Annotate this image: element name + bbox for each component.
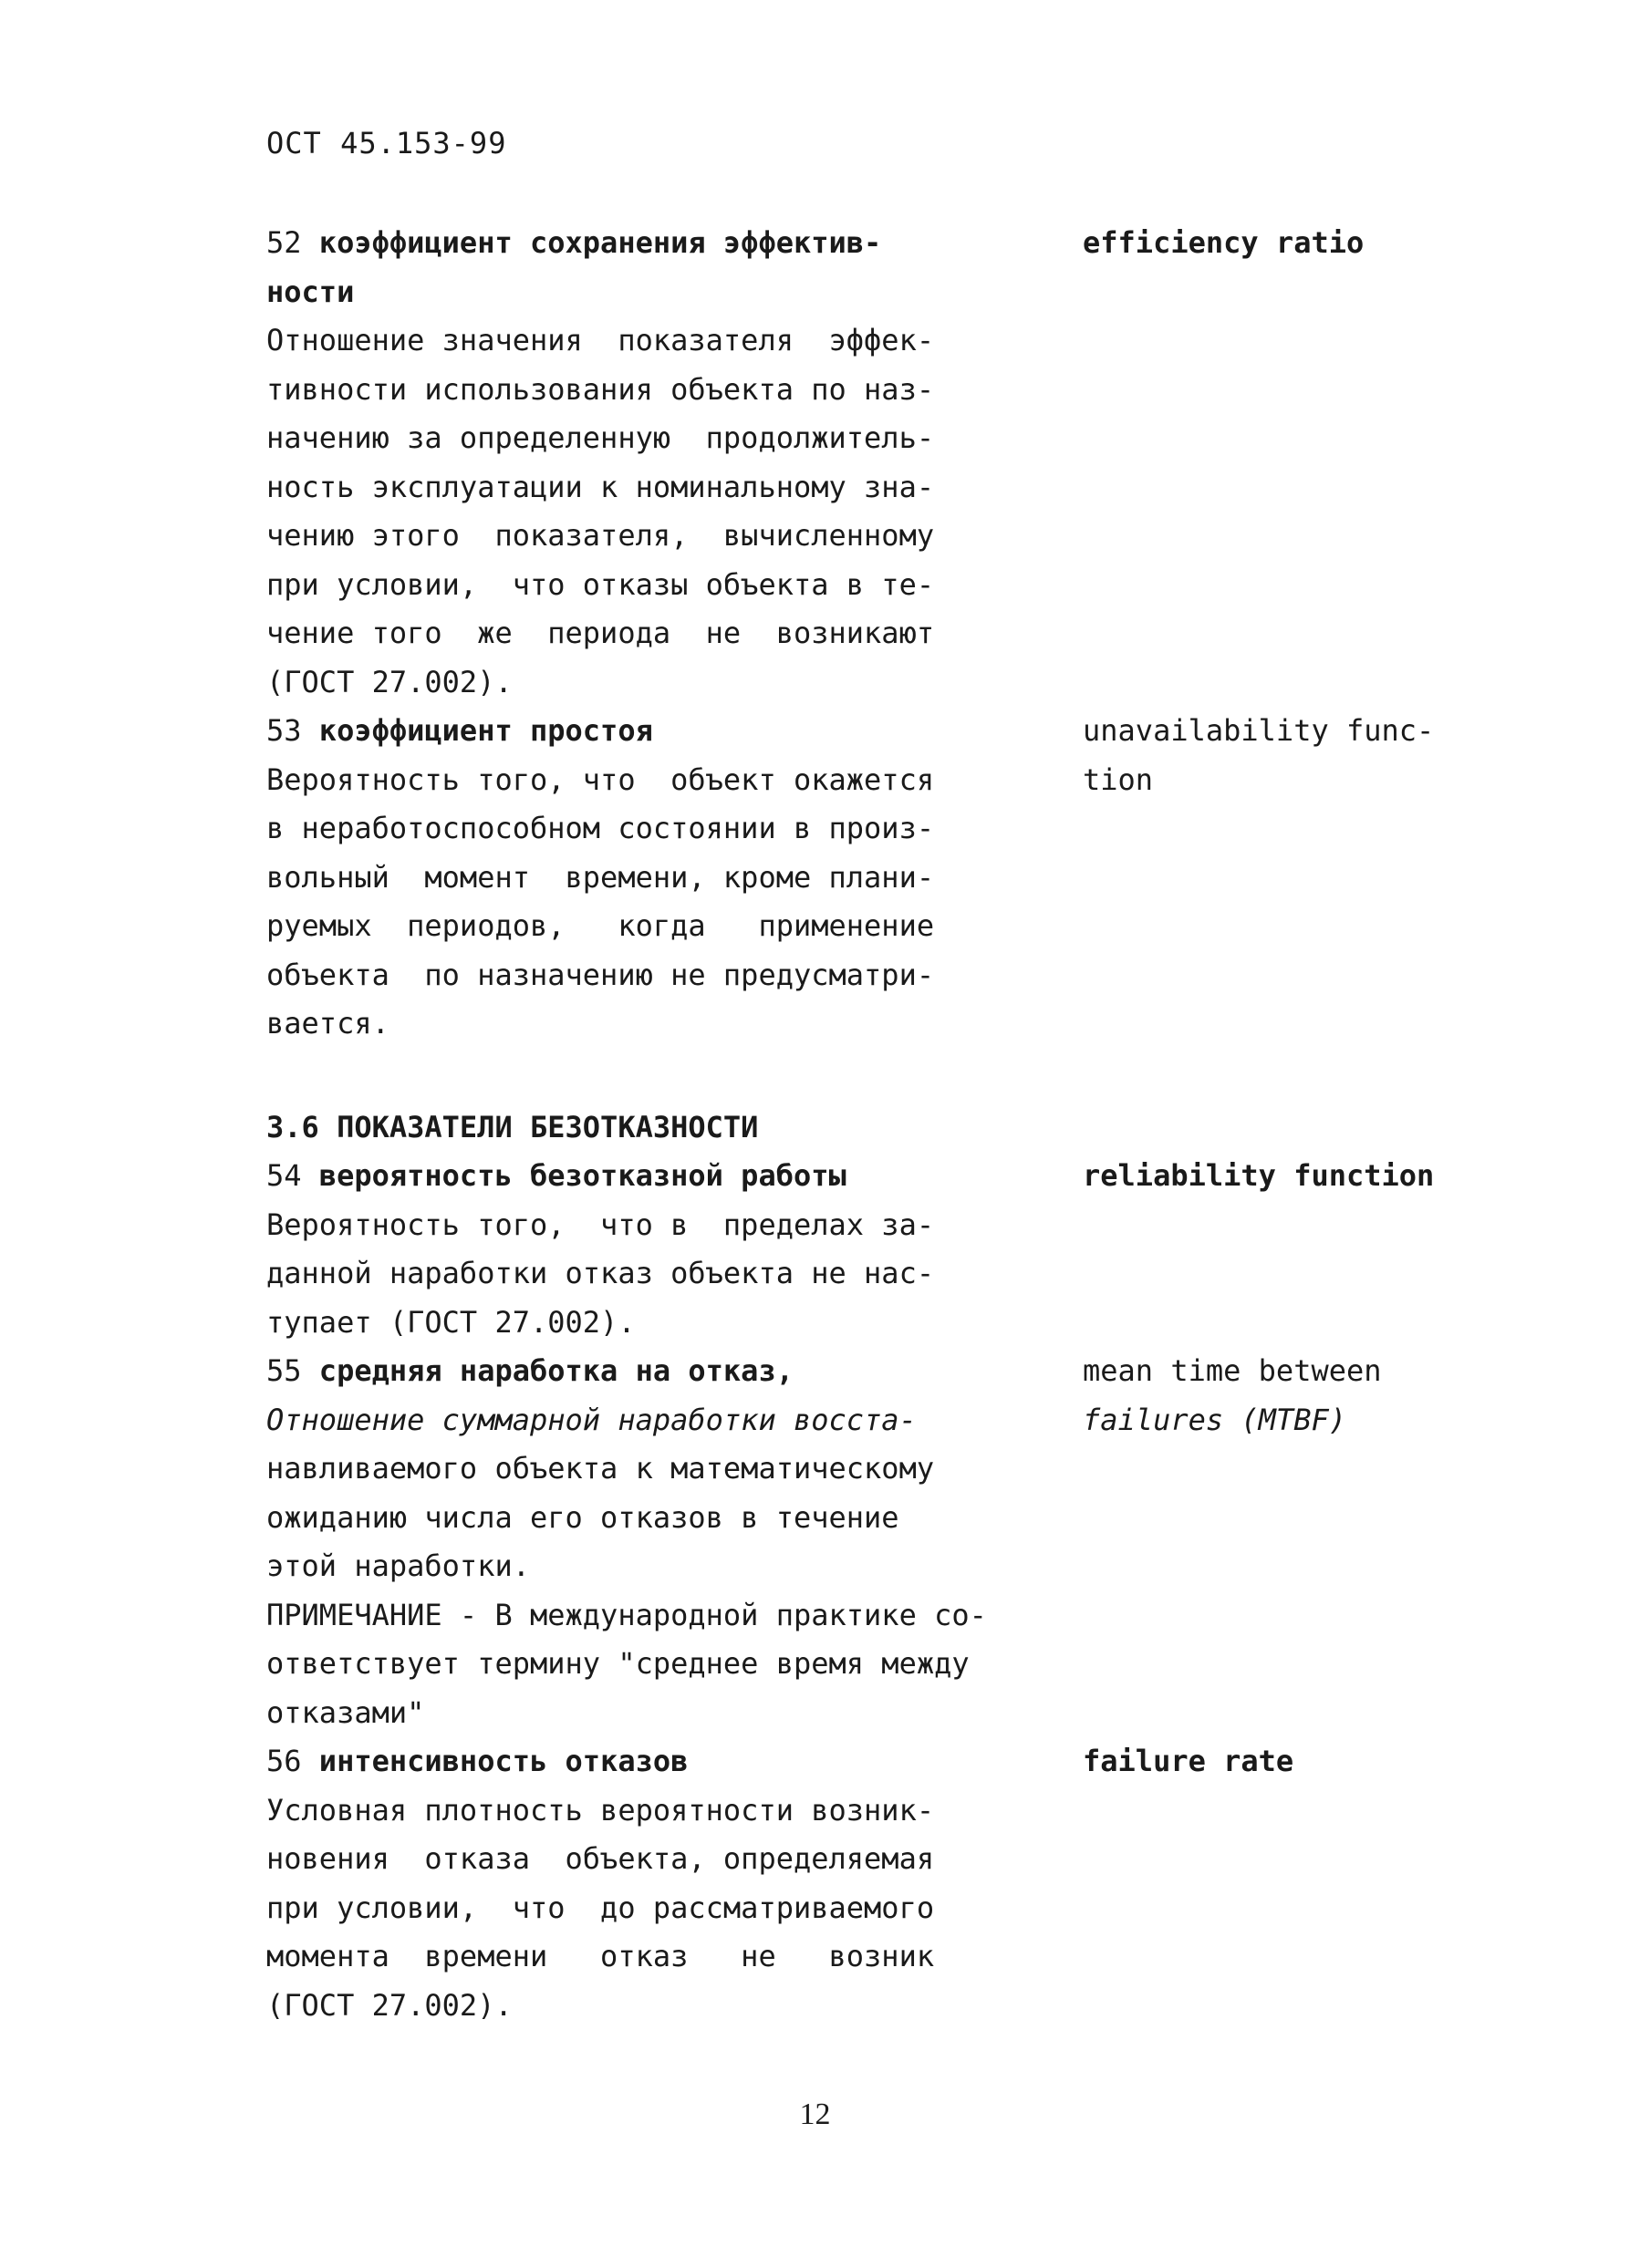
definition-line: Вероятность того, что в пределах за-	[266, 1206, 935, 1242]
definition-line: Отношение значения показателя эффек-	[266, 323, 935, 357]
note-line: ПРИМЕЧАНИЕ - В международной практике со-	[266, 1597, 987, 1632]
definition-line: (ГОСТ 27.002).	[266, 664, 513, 699]
term-title: вероятность безотказной работы	[318, 1158, 846, 1193]
english-term-line: mean time between	[1083, 1353, 1382, 1388]
term-title: средняя наработка на отказ,	[318, 1353, 794, 1388]
english-term-line: efficiency ratio	[1083, 225, 1365, 260]
definition-line: руемых периодов, когда применение	[266, 908, 935, 943]
english-term-line: failures (MTBF)	[1083, 1402, 1346, 1437]
definition-line: Вероятность того, что объект окажется	[266, 761, 935, 797]
definition-line: новения отказа объекта, определяемая	[266, 1841, 935, 1876]
definition-line: данной наработки отказ объекта не нас-	[266, 1256, 935, 1290]
definition-line: при условии, что до рассматриваемого	[266, 1890, 935, 1925]
term-title: интенсивность отказов	[318, 1744, 689, 1778]
note-line: ответствует термину "среднее время между	[266, 1646, 970, 1681]
definition-line: Отношение суммарной наработки восста-	[266, 1402, 917, 1437]
term-number: 52	[266, 225, 302, 260]
definition-line: объекта по назначению не предусматри-	[266, 957, 935, 992]
definition-line: момента времени отказ не возник	[266, 1939, 935, 1973]
note-line: отказами"	[266, 1694, 425, 1730]
definition-line: начению за определенную продолжитель-	[266, 420, 935, 455]
term-heading	[266, 1152, 1014, 1201]
term-entry-54	[266, 1152, 1014, 1347]
definition-line: ность эксплуатации к номинальному зна-	[266, 469, 935, 504]
english-term-line: unavailability func-	[1083, 713, 1435, 748]
definition-line: тупает (ГОСТ 27.002).	[266, 1304, 636, 1340]
definition-line: навливаемого объекта к математическому	[266, 1451, 935, 1486]
term-heading	[266, 707, 1014, 756]
term-title: коэффициент простоя	[318, 713, 653, 748]
section-heading	[266, 1103, 1014, 1153]
definition-line: чению этого показателя, вычисленному	[266, 518, 935, 553]
definition-line: в неработоспособном состоянии в произ-	[266, 811, 935, 845]
definition-line: ожиданию числа его отказов в течение	[266, 1499, 899, 1535]
term-heading	[266, 1347, 1014, 1396]
english-term-line: reliability function	[1083, 1158, 1435, 1193]
definition-line: тивности использования объекта по наз-	[266, 371, 935, 407]
document-code: ОСТ 45.153-99	[266, 126, 507, 161]
term-number: 56	[266, 1744, 302, 1778]
definition-line: этой наработки.	[266, 1548, 530, 1583]
page-number: 12	[799, 2097, 831, 2131]
definition-line: Условная плотность вероятности возник-	[266, 1792, 935, 1828]
term-title-continued: ности	[266, 274, 355, 309]
definition-line: (ГОСТ 27.002).	[266, 1987, 513, 2023]
term-title: коэффициент сохранения эффектив-	[318, 225, 882, 260]
english-term-53	[1083, 707, 1575, 804]
term-number: 53	[266, 713, 302, 748]
english-term-56	[1083, 1737, 1575, 1786]
definition-line: при условии, что отказы объекта в те-	[266, 566, 935, 602]
english-term-52	[1083, 219, 1575, 268]
definition-line: чение того же периода не возникают	[266, 616, 935, 650]
term-heading	[266, 1737, 1014, 1786]
term-number: 54	[266, 1158, 302, 1193]
english-term-line: failure rate	[1083, 1744, 1294, 1778]
term-entry-55	[266, 1347, 1014, 1737]
english-term-55	[1083, 1347, 1575, 1445]
section-title: 3.6 ПОКАЗАТЕЛИ БЕЗОТКАЗНОСТИ	[266, 1110, 759, 1144]
definition-line: вольный момент времени, кроме плани-	[266, 859, 935, 895]
definition-line: вается.	[266, 1006, 389, 1041]
term-entry-56	[266, 1737, 1014, 2030]
term-entry-52	[266, 219, 1014, 707]
term-entry-53	[266, 707, 1014, 1049]
english-term-54	[1083, 1152, 1575, 1201]
term-heading	[266, 219, 1014, 268]
english-term-line: tion	[1083, 761, 1154, 797]
term-number: 55	[266, 1353, 302, 1388]
